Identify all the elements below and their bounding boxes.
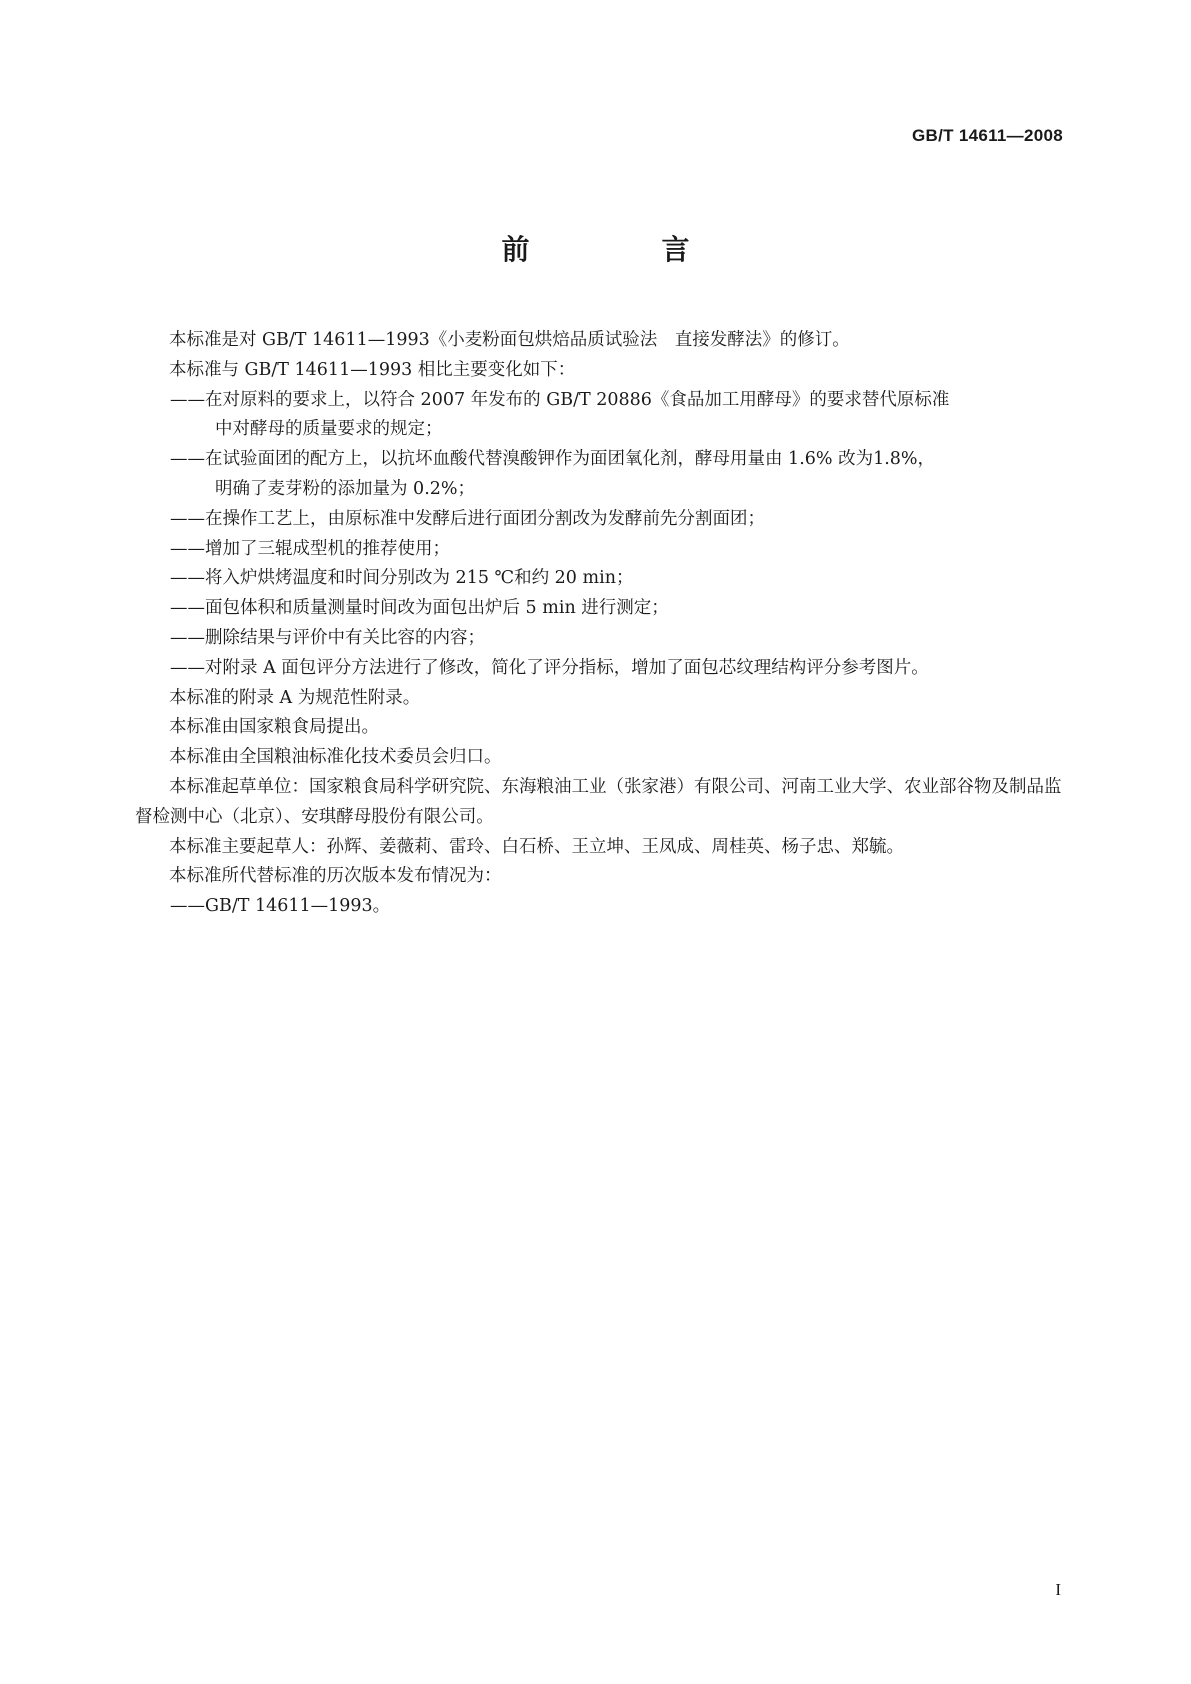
change-item-measurement: ——面包体积和质量测量时间改为面包出炉后 5 min 进行测定；	[170, 598, 669, 619]
change-item-molding-machine: ——增加了三辊成型机的推荐使用；	[170, 538, 450, 559]
change-item-annex-a: ——对附录 A 面包评分方法进行了修改，简化了评分指标，增加了面包芯纹理结构评分参考图片。	[170, 657, 929, 678]
change-item-process: ——在操作工艺上，由原标准中发酵后进行面团分割改为发酵前先分割面团；	[170, 508, 765, 529]
standard-code: GB/T 14611—2008	[912, 126, 1063, 145]
change-item-dough-formula-cont: 明确了麦芽粉的添加量为 0.2%；	[215, 478, 476, 499]
previous-version-item: ——GB/T 14611—1993。	[170, 896, 391, 917]
change-item-dough-formula: ——在试验面团的配方上，以抗坏血酸代替溴酸钾作为面团氧化剂，酵母用量由 1.6% 改为1.8%，	[170, 449, 936, 470]
paragraph-previous-versions: 本标准所代替标准的历次版本发布情况为：	[169, 866, 502, 887]
paragraph-annex-note: 本标准的附录 A 为规范性附录。	[169, 687, 421, 708]
paragraph-drafters: 本标准主要起草人：孙辉、姜薇莉、雷玲、白石桥、王立坤、王凤成、周桂英、杨子忠、郑毓。	[169, 836, 904, 857]
foreword-body	[135, 326, 1065, 922]
paragraph-drafting-units: 本标准起草单位：国家粮食局科学研究院、东海粮油工业（张家港）有限公司、河南工业大学、农业部谷物及制品监督检测中心（北京）、安琪酵母股份有限公司。	[135, 776, 1062, 827]
change-item-specific-volume: ——删除结果与评价中有关比容的内容；	[170, 627, 485, 648]
paragraph-centralized-by: 本标准由全国粮油标准化技术委员会归口。	[169, 747, 502, 768]
page-number: I	[1055, 1580, 1061, 1599]
change-item-raw-material: ——在对原料的要求上，以符合 2007 年发布的 GB/T 20886《食品加工用酵母》的要求替代原标准	[170, 389, 950, 410]
page-title: 前 言	[501, 233, 742, 266]
change-item-baking: ——将入炉烘烤温度和时间分别改为 215 ℃和约 20 min；	[170, 568, 634, 589]
paragraph-changes-intro: 本标准与 GB/T 14611—1993 相比主要变化如下：	[169, 359, 576, 380]
paragraph-proposer: 本标准由国家粮食局提出。	[169, 717, 379, 738]
paragraph-revision-note: 本标准是对 GB/T 14611—1993《小麦粉面包烘焙品质试验法 直接发酵法》的修订。	[169, 330, 850, 350]
change-item-raw-material-cont: 中对酵母的质量要求的规定；	[215, 419, 443, 440]
